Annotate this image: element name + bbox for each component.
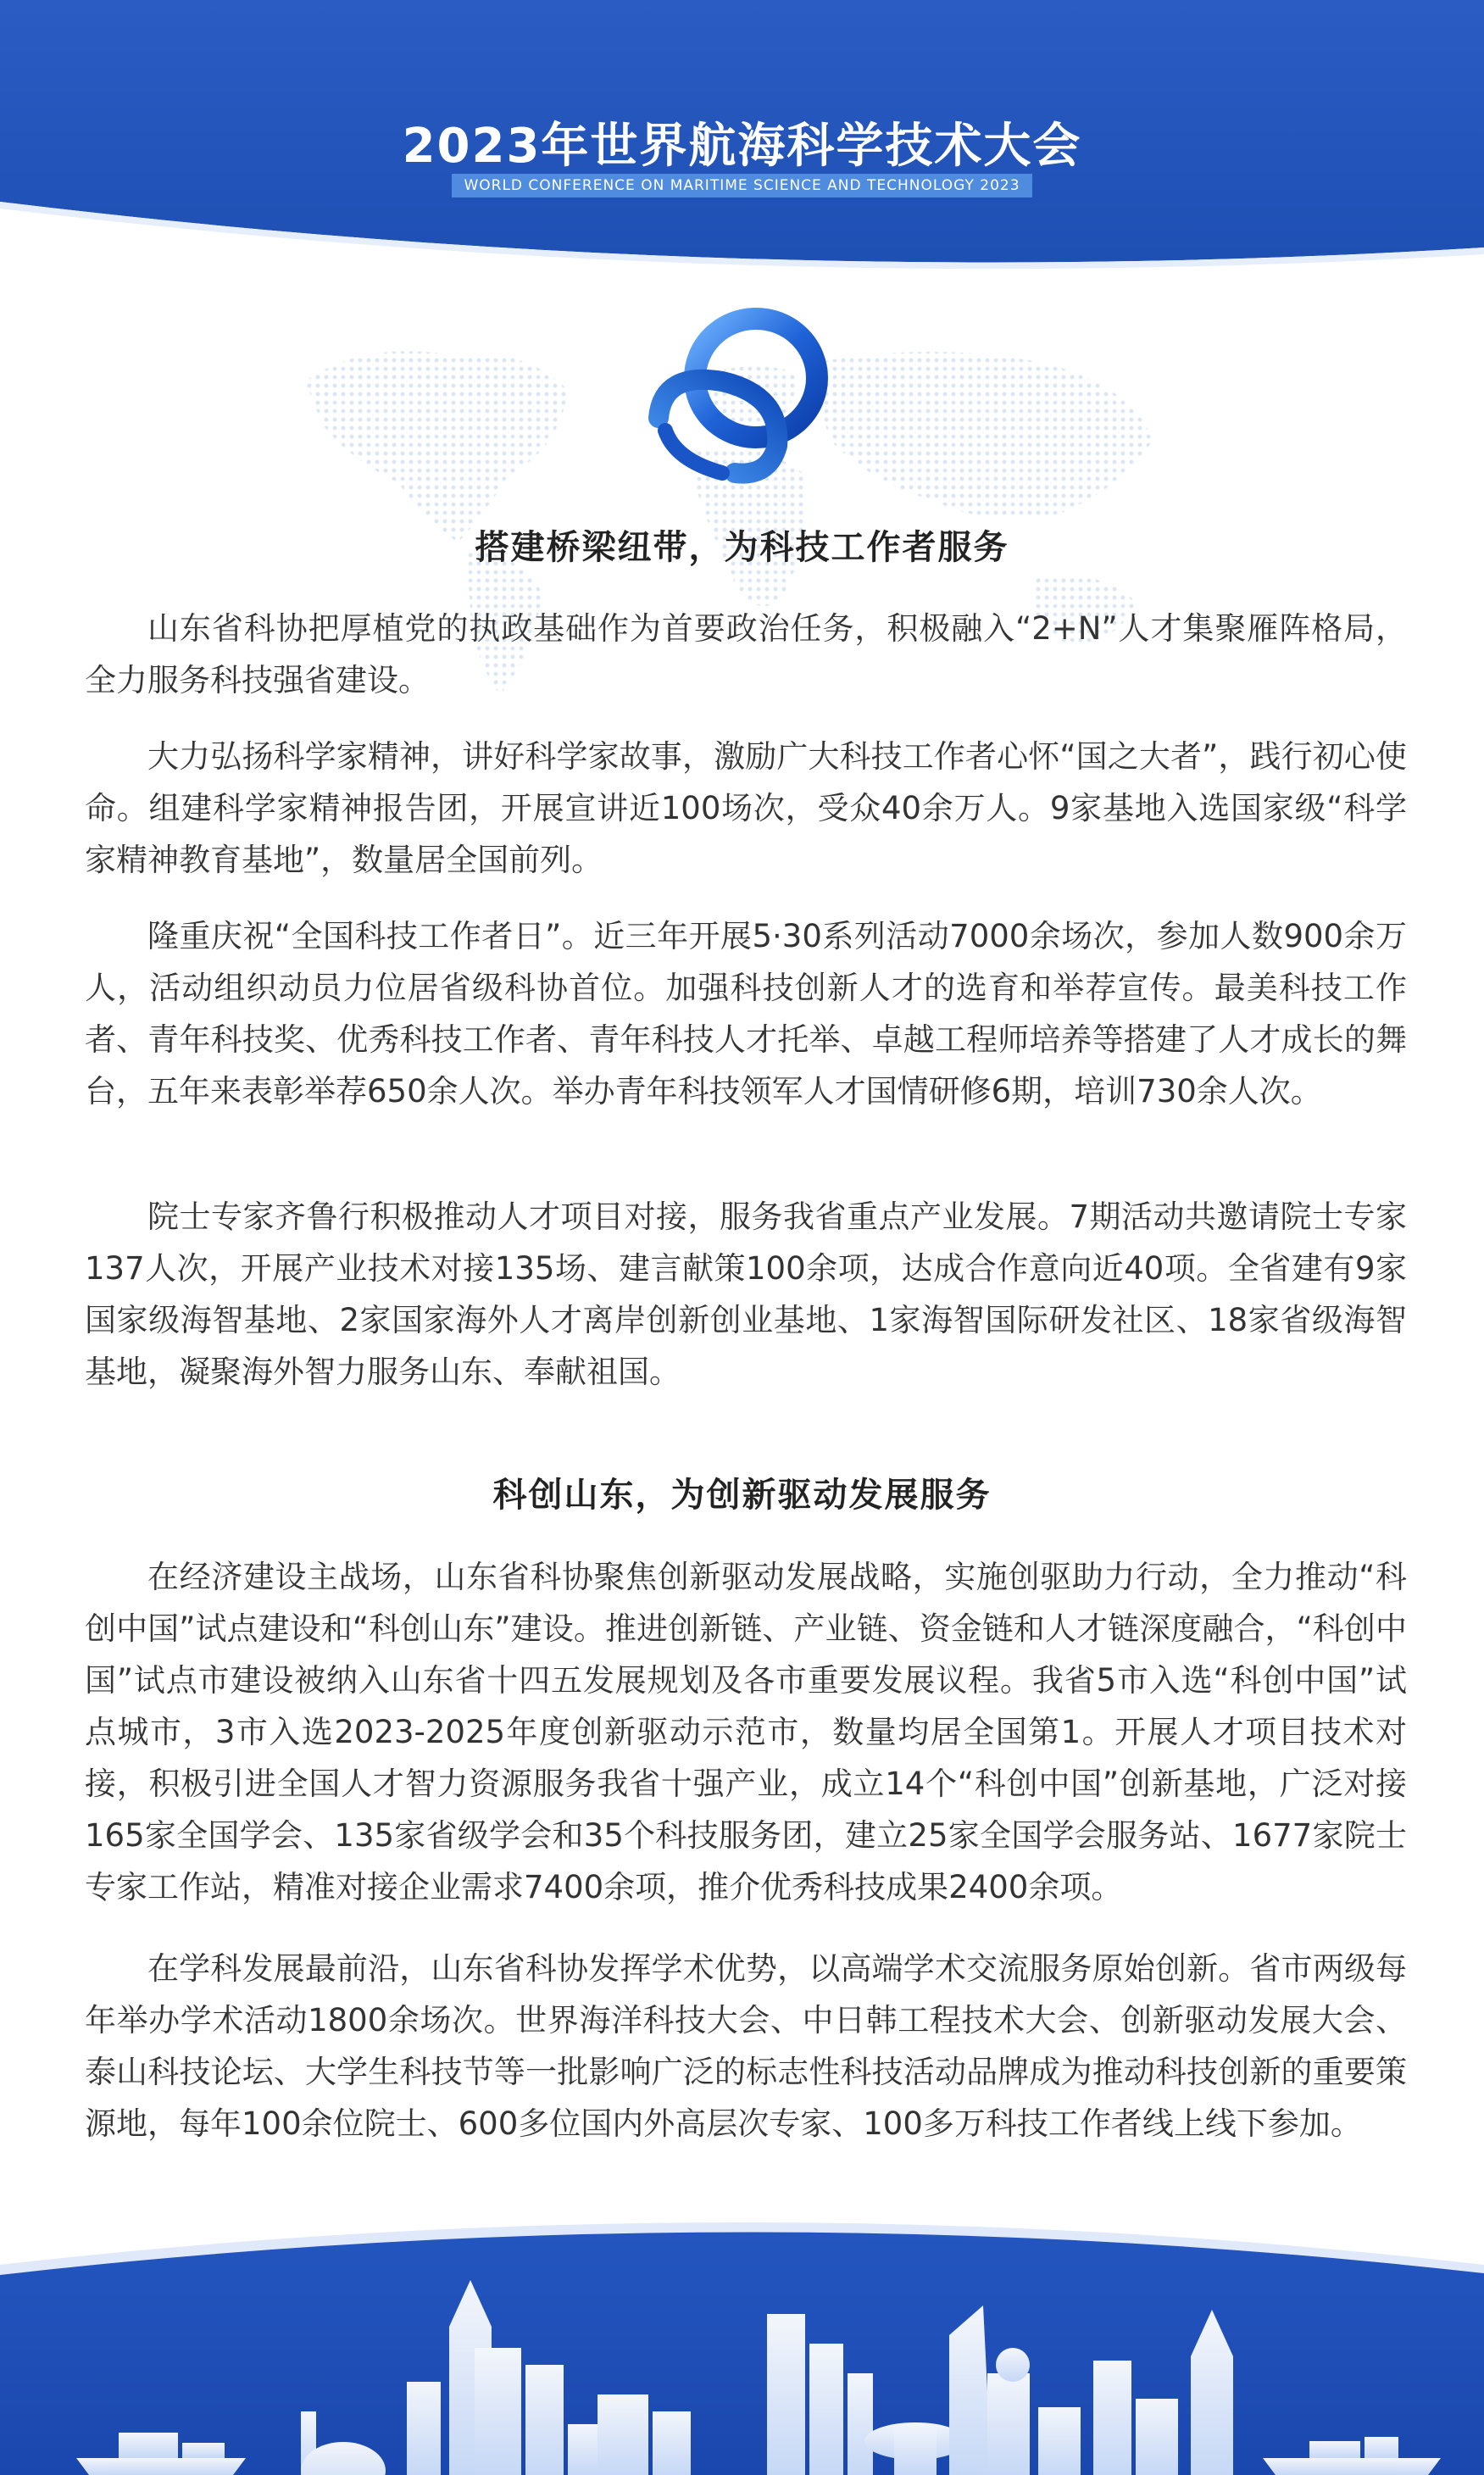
paragraph: 在经济建设主战场，山东省科协聚焦创新驱动发展战略，实施创驱助力行动，全力推动“科创中国”试点建设和“科创山东”建设。推进创新链、产业链、资金链和人才链深度融合，“科创中国”试点市建设被纳入山东省十四五发展规划及各市重要发展议程。我省5市入选“科创中国”试点城市，3市入选2023-2025年度创新驱动示范市，数量均居全国第1。开展人才项目技术对接，积极引进全国人才智力资源服务我省十强产业，成立14个“科创中国”创新基地，广泛对接165家全国学会、135家省级学会和35个科技服务团，建立25家全国学会服务站、1677家院士专家工作站，精准对接企业需求7400余项，推介优秀科技成果2400余项。	[85, 1559, 1407, 1905]
paragraph: 在学科发展最前沿，山东省科协发挥学术优势，以高端学术交流服务原始创新。省市两级每年举办学术活动1800余场次。世界海洋科技大会、中日韩工程技术大会、创新驱动发展大会、泰山科技论坛、大学生科技节等一批影响广泛的标志性科技活动品牌成为推动科技创新的重要策源地，每年100余位院士、600多位国内外高层次专家、100多万科技工作者线上线下参加。	[85, 1950, 1407, 2142]
paragraph: 隆重庆祝“全国科技工作者日”。近三年开展5·30系列活动7000余场次，参加人数900余万人，活动组织动员力位居省级科协首位。加强科技创新人才的选育和举荐宣传。最美科技工作者、青年科技奖、优秀科技工作者、青年科技人才托举、卓越工程师培养等搭建了人才成长的舞台，五年来表彰举荐650余人次。举办青年科技领军人才国情研修6期，培训730余人次。	[85, 918, 1407, 1110]
conference-logo-icon	[642, 303, 836, 490]
conference-title: 2023年世界航海科学技术大会	[402, 119, 1082, 174]
paragraph: 大力弘扬科学家精神，讲好科学家故事，激励广大科技工作者心怀“国之大者”，践行初心使命。组建科学家精神报告团，开展宣讲近100场次，受众40余万人。9家基地入选国家级“科学家精神教育基地”，数量居全国前列。	[85, 738, 1407, 878]
section-title-bridge: 搭建桥梁纽带，为科技工作者服务	[475, 528, 1009, 567]
paragraph: 院士专家齐鲁行积极推动人才项目对接，服务我省重点产业发展。7期活动共邀请院士专家137人次，开展产业技术对接135场、建言献策100余项，达成合作意向近40项。全省建有9家国家级海智基地、2家国家海外人才离岸创新创业基地、1家海智国际研发社区、18家省级海智基地，凝聚海外智力服务山东、奉献祖国。	[85, 1199, 1407, 1390]
city-skyline-footer	[0, 2178, 1484, 2475]
section-title-innovation: 科创山东，为创新驱动发展服务	[492, 1476, 992, 1515]
conference-subtitle-bar	[0, 174, 1484, 197]
conference-subtitle: WORLD CONFERENCE ON MARITIME SCIENCE AND TECHNOLOGY 2023	[452, 174, 1031, 197]
paragraph: 山东省科协把厚植党的执政基础作为首要政治任务，积极融入“2+N”人才集聚雁阵格局，全力服务科技强省建设。	[85, 610, 1407, 698]
